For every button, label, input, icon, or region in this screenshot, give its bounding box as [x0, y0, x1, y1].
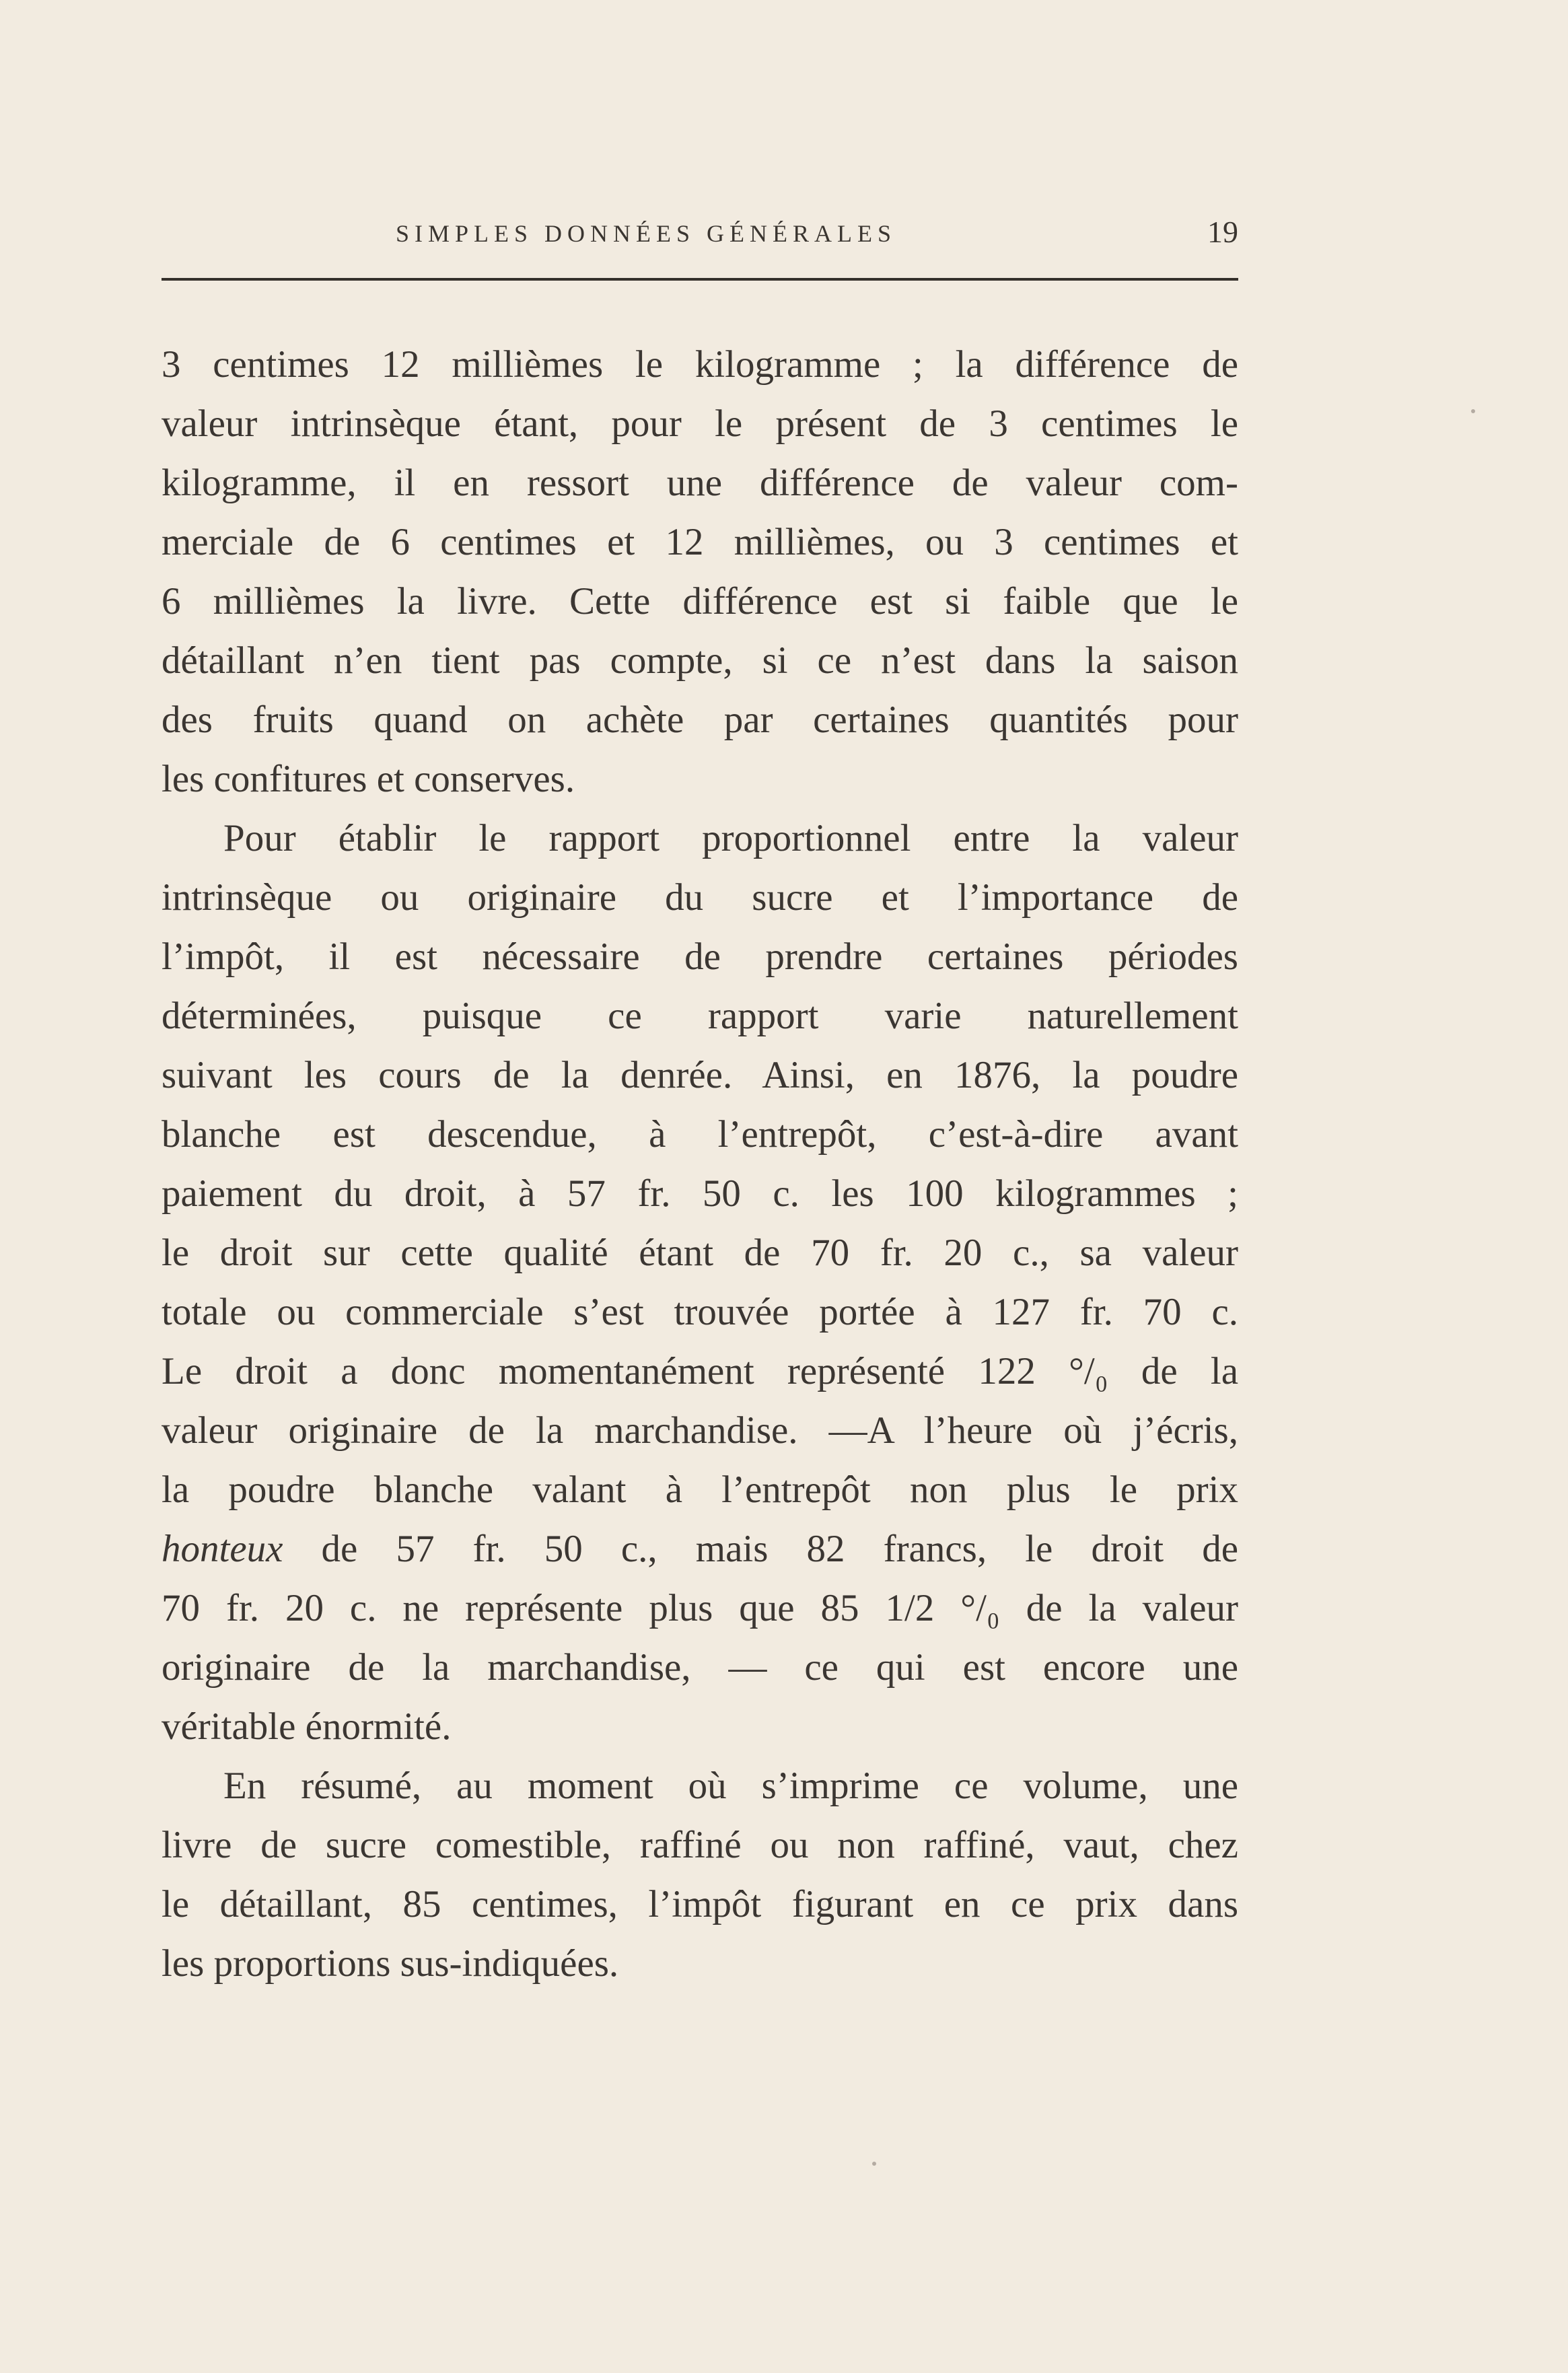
text-line: paiement du droit, à 57 fr. 50 c. les 100 kilogrammes ;: [162, 1172, 1238, 1215]
text-line: En résumé, au moment où s’imprime ce volume, une: [223, 1765, 1238, 1807]
line-remainder: de 57 fr. 50 c., mais 82 francs, le droit de: [283, 1528, 1238, 1570]
paragraph-3: [162, 1757, 1238, 1993]
text-line: 70 fr. 20 c. ne représente plus que 85 1/2 °/₀ de la valeur: [162, 1587, 1238, 1629]
text-line: kilogramme, il en ressort une différence de valeur com-: [162, 462, 1238, 504]
text-line: valeur originaire de la marchandise. —A l’heure où j’écris,: [162, 1409, 1238, 1452]
paragraph-2: [162, 809, 1238, 1757]
running-head-title: SIMPLES DONNÉES GÉNÉRALES: [395, 220, 897, 247]
text-line: la poudre blanche valant à l’entrepôt non plus le prix: [162, 1468, 1238, 1511]
text-line: l’impôt, il est nécessaire de prendre certaines périodes: [162, 935, 1238, 978]
text-line: blanche est descendue, à l’entrepôt, c’est-à-dire avant: [162, 1113, 1238, 1156]
text-line: livre de sucre comestible, raffiné ou non raffiné, vaut, chez: [162, 1824, 1238, 1866]
italic-word: honteux: [162, 1528, 283, 1570]
running-head: [162, 214, 1238, 254]
text-line: Pour établir le rapport proportionnel entre la valeur: [223, 817, 1238, 859]
text-line: merciale de 6 centimes et 12 millièmes, ou 3 centimes et: [162, 521, 1238, 563]
body-text: [162, 335, 1238, 1993]
text-line: détaillant n’en tient pas compte, si ce n’est dans la saison: [162, 639, 1238, 682]
text-line: suivant les cours de la denrée. Ainsi, en 1876, la poudre: [162, 1054, 1238, 1096]
paper-speck: [872, 2162, 876, 2166]
text-line: des fruits quand on achète par certaines quantités pour: [162, 699, 1238, 741]
text-line-with-italic: [162, 1520, 1238, 1579]
paper-speck: [1471, 409, 1475, 413]
text-line: les proportions sus-indiquées.: [162, 1942, 619, 1985]
text-line: valeur intrinsèque étant, pour le présent de 3 centimes le: [162, 402, 1238, 445]
paragraph-1: [162, 335, 1238, 809]
text-line: les confitures et conserves.: [162, 758, 575, 800]
text-line: 6 millièmes la livre. Cette différence est si faible que le: [162, 580, 1238, 623]
page-number: 19: [1207, 215, 1238, 249]
text-line: le droit sur cette qualité étant de 70 fr. 20 c., sa valeur: [162, 1232, 1238, 1274]
text-line: totale ou commerciale s’est trouvée portée à 127 fr. 70 c.: [162, 1291, 1238, 1333]
text-line: véritable énormité.: [162, 1705, 452, 1748]
text-line: Le droit a donc momentanément représenté 122 °/₀ de la: [162, 1350, 1238, 1392]
text-line: intrinsèque ou originaire du sucre et l’importance de: [162, 876, 1238, 919]
text-line: originaire de la marchandise, — ce qui est encore une: [162, 1646, 1238, 1689]
text-line: déterminées, puisque ce rapport varie naturellement: [162, 995, 1238, 1037]
header-rule: [162, 278, 1238, 281]
text-line: le détaillant, 85 centimes, l’impôt figurant en ce prix dans: [162, 1883, 1238, 1925]
text-line: 3 centimes 12 millièmes le kilogramme ; la différence de: [162, 343, 1238, 386]
